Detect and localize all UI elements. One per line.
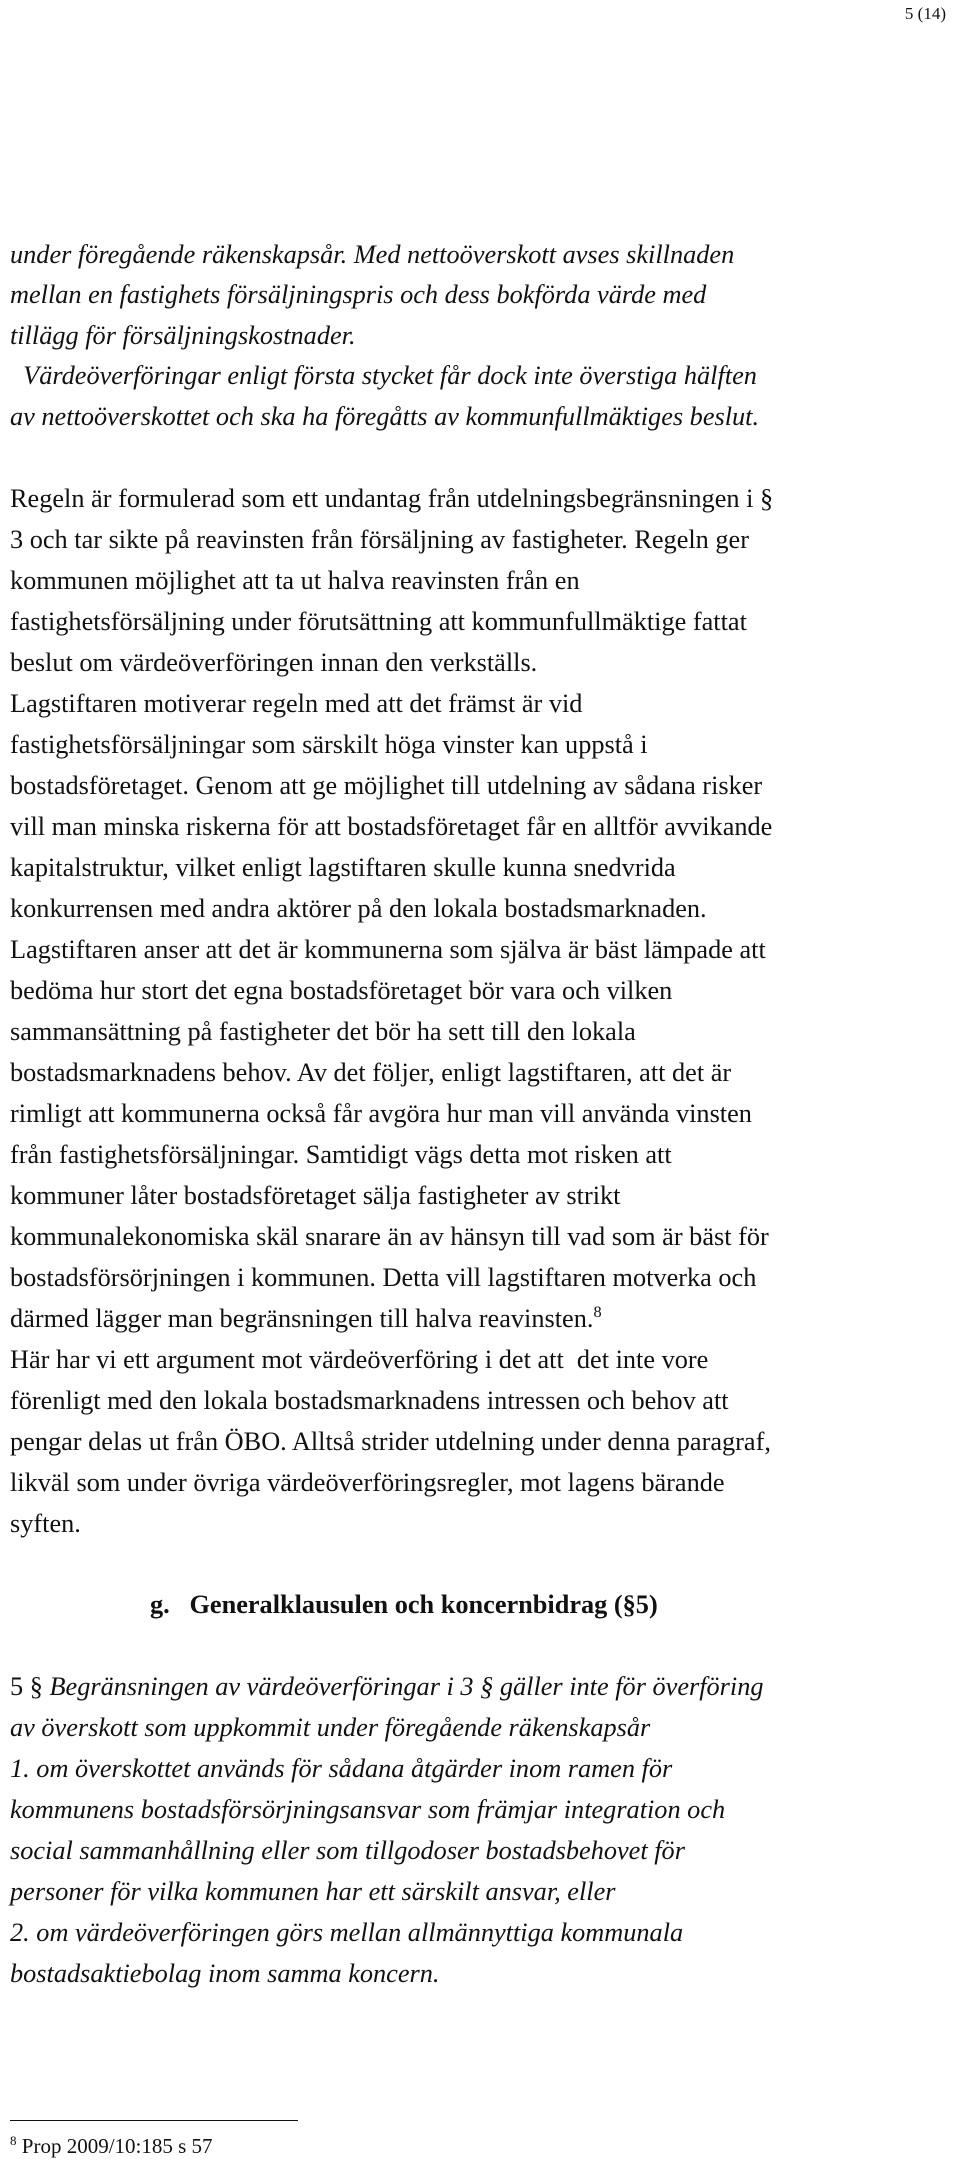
quote-line: tillägg för försäljningskostnader.	[10, 321, 356, 350]
body-line: från fastighetsförsäljningar. Samtidigt vägs detta mot risken att	[10, 1140, 672, 1169]
body-line: konkurrensen med andra aktörer på den lokala bostadsmarknaden.	[10, 894, 707, 923]
law-line: social sammanhållning eller som tillgodoser bostadsbehovet för	[10, 1836, 685, 1865]
body-line: 3 och tar sikte på reavinsten från försäljning av fastigheter. Regeln ger	[10, 525, 749, 554]
law-line: av överskott som uppkommit under föregående räkenskapsår	[10, 1713, 651, 1742]
body-line: fastighetsförsäljning under förutsättning att kommunfullmäktige fattat	[10, 607, 747, 636]
page-number: 5 (14)	[904, 4, 946, 23]
law-section-label: 5 §	[10, 1672, 43, 1701]
section-heading: g. Generalklausulen och koncernbidrag (§5)	[150, 1590, 658, 1619]
law-line: personer för vilka kommunen har ett särskilt ansvar, eller	[10, 1877, 616, 1906]
footnote-text: Prop 2009/10:185 s 57	[21, 2134, 213, 2158]
footnote-ref[interactable]: 8	[593, 1302, 602, 1322]
body-line: Lagstiftaren motiverar regeln med att det främst är vid	[10, 689, 583, 718]
body-line: Regeln är formulerad som ett undantag från utdelningsbegränsningen i §	[10, 484, 774, 513]
law-text: Begränsningen av värdeöverföringar i 3 § gäller inte för överföring	[49, 1672, 764, 1701]
body-line: Lagstiftaren anser att det är kommunerna som själva är bäst lämpade att	[10, 935, 766, 964]
body-text: därmed lägger man begränsningen till halva reavinsten.	[10, 1304, 594, 1333]
law-line: bostadsaktiebolag inom samma koncern.	[10, 1959, 440, 1988]
body-line: bedöma hur stort det egna bostadsföretaget bör vara och vilken	[10, 976, 673, 1005]
footnote-number: 8	[10, 2133, 17, 2148]
body-line: pengar delas ut från ÖBO. Alltså strider utdelning under denna paragraf,	[10, 1427, 771, 1456]
body-line: kommunen möjlighet att ta ut halva reavinsten från en	[10, 566, 580, 595]
body-line: vill man minska riskerna för att bostadsföretaget får en alltför avvikande	[10, 812, 773, 841]
body-line: kapitalstruktur, vilket enligt lagstiftaren skulle kunna snedvrida	[10, 853, 676, 882]
quote-line: mellan en fastighets försäljningspris och dess bokförda värde med	[10, 280, 707, 309]
law-line: kommunens bostadsförsörjningsansvar som främjar integration och	[10, 1795, 726, 1824]
law-line: 1. om överskottet används för sådana åtgärder inom ramen för	[10, 1754, 673, 1783]
body-line: bostadsmarknadens behov. Av det följer, enligt lagstiftaren, att det är	[10, 1058, 732, 1087]
body-line: bostadsförsörjningen i kommunen. Detta vill lagstiftaren motverka och	[10, 1263, 757, 1292]
law-line: 2. om värdeöverföringen görs mellan allmännyttiga kommunala	[10, 1918, 684, 1947]
body-line-with-footnote	[10, 1302, 602, 1333]
body-line: syften.	[10, 1509, 81, 1538]
body-line: bostadsföretaget. Genom att ge möjlighet till utdelning av sådana risker	[10, 771, 763, 800]
body-line: Här har vi ett argument mot värdeöverföring i det att det inte vore	[10, 1345, 709, 1374]
body-line: likväl som under övriga värdeöverföringsregler, mot lagens bärande	[10, 1468, 725, 1497]
body-line: sammansättning på fastigheter det bör ha sett till den lokala	[10, 1017, 636, 1046]
body-line: kommuner låter bostadsföretaget sälja fastigheter av strikt	[10, 1181, 621, 1210]
footnote-divider	[10, 2120, 298, 2121]
body-line: rimligt att kommunerna också får avgöra hur man vill använda vinsten	[10, 1099, 752, 1128]
body-line: beslut om värdeöverföringen innan den verkställs.	[10, 648, 538, 677]
body-line: fastighetsförsäljningar som särskilt höga vinster kan uppstå i	[10, 730, 648, 759]
body-line: kommunalekonomiska skäl snarare än av hänsyn till vad som är bäst för	[10, 1222, 769, 1251]
footnote	[10, 2134, 213, 2159]
quote-line: under föregående räkenskapsår. Med nettoöverskott avses skillnaden	[10, 240, 735, 269]
body-line: förenligt med den lokala bostadsmarknadens intressen och behov att	[10, 1386, 729, 1415]
quote-line: Värdeöverföringar enligt första stycket får dock inte överstiga hälften	[10, 361, 757, 390]
law-line	[10, 1674, 764, 1700]
quote-line: av nettoöverskottet och ska ha föregåtts av kommunfullmäktiges beslut.	[10, 402, 760, 431]
